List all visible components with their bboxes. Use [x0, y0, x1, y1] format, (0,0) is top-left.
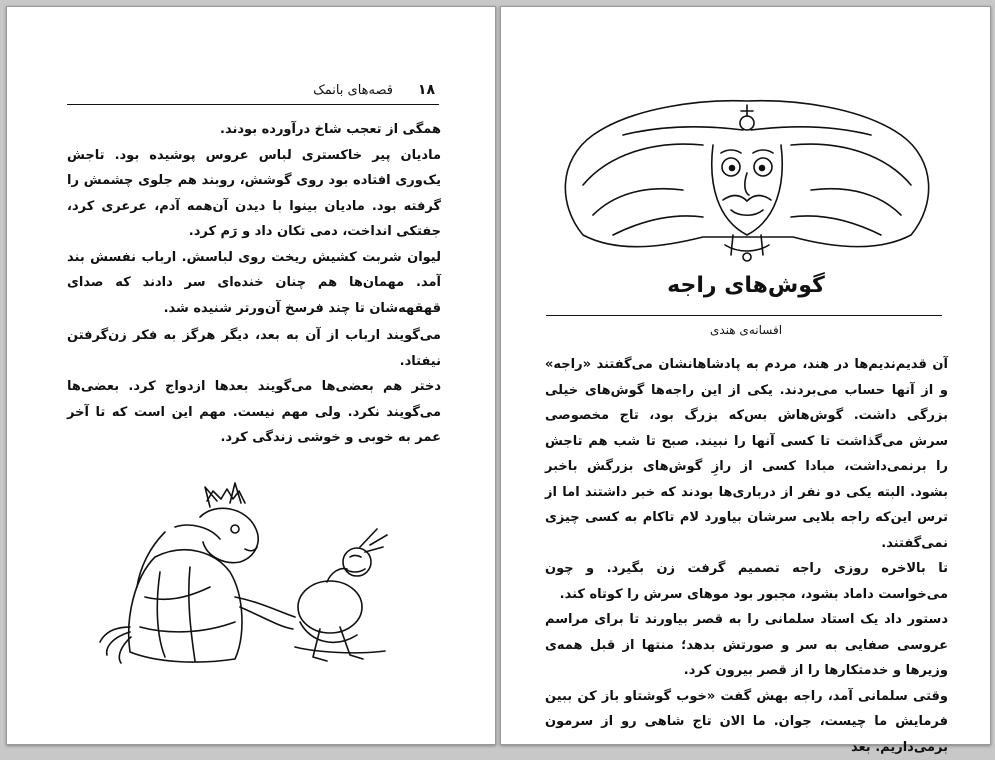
page-number: ۱۸ — [418, 82, 435, 98]
right-text-block — [545, 352, 948, 760]
left-text-block-2 — [67, 323, 441, 451]
paragraph: همگی از تعجب شاخ درآورده بودند. — [67, 117, 441, 143]
paragraph: دستور داد یک استاد سلمانی را به قصر بیاورند تا برای مراسم عروسی صفایی به سر و صورتش بدهد؛ منتها از قبل همه‌ی وزیرها و خدمتکارها را از قصر بیرون کرد. — [545, 607, 948, 684]
story-title: گوش‌های راجه — [546, 273, 946, 298]
paragraph: وقتی سلمانی آمد، راجه بهش گفت «خوب گوشتاو باز کن ببین فرمایش ما چیست، جوان. ما الان تاج شاهی رو از سرمون برمی‌داریم. بعد — [545, 684, 948, 760]
paragraph: تا بالاخره روزی راجه تصمیم گرفت زن بگیرد. و چون می‌خواست داماد بشود، مجبور بود موهای سرش را کوتاه کند. — [545, 556, 948, 607]
left-page — [6, 6, 496, 745]
running-title: قصه‌های بانمک — [313, 83, 393, 98]
raja-turban-illustration — [553, 95, 941, 265]
left-text-block-1 — [67, 117, 441, 321]
paragraph: آن قدیم‌ندیم‌ها در هند، مردم به پادشاهانشان می‌گفتند «راجه» و از آنها حساب می‌بردند. یکی از این راجه‌ها گوش‌های خیلی بزرگی داشت. گوش‌هاش بس‌که بزرگ بود، تاج مخصوصی سرش می‌گذاشت تا کسی آنها را نبیند. صبح تا شب هم تاجش را برنمی‌داشت، مبادا کسی از رازِ گوش‌های بزرگش باخبر بشود. البته یکی دو نفر از درباری‌ها بودند که خبر داشتند اما از ترس این‌که راجه بلایی سرشان بیاورد لام تاکام به کسی چیزی نمی‌گفتند. — [545, 352, 948, 556]
running-header — [67, 80, 439, 105]
mare-wedding-illustration — [95, 477, 395, 677]
paragraph: مادیان پیر خاکستری لباس عروس پوشیده بود. تاجش یک‌وری افتاده بود روی گوشش، روبند هم جلوی چشمش را گرفته بود. مادیان بینوا با دیدن آن‌همه آدم، عرعری کرد، جفتکی انداخت، دمی تکان داد و رَم کرد. — [67, 143, 441, 245]
story-subtitle: افسانه‌ی هندی — [546, 323, 946, 337]
title-divider — [546, 315, 942, 316]
right-page — [500, 6, 991, 745]
paragraph: دختر هم بعضی‌ها می‌گویند بعدها ازدواج کرد. بعضی‌ها می‌گویند نکرد. ولی مهم نیست. مهم این است که تا آخر عمر به خوبی و خوشی زندگی کرد. — [67, 374, 441, 451]
paragraph: لیوان شربت کشیش ریخت روی لباسش. ارباب نفسش بند آمد. مهمان‌ها هم چنان خنده‌ای سر دادند که صدای قهقهه‌شان تا چند فرسخ آن‌ورتر شنیده شد. — [67, 245, 441, 322]
paragraph: می‌گویند ارباب از آن به بعد، دیگر هرگز به فکر زن‌گرفتن نیفتاد. — [67, 323, 441, 374]
